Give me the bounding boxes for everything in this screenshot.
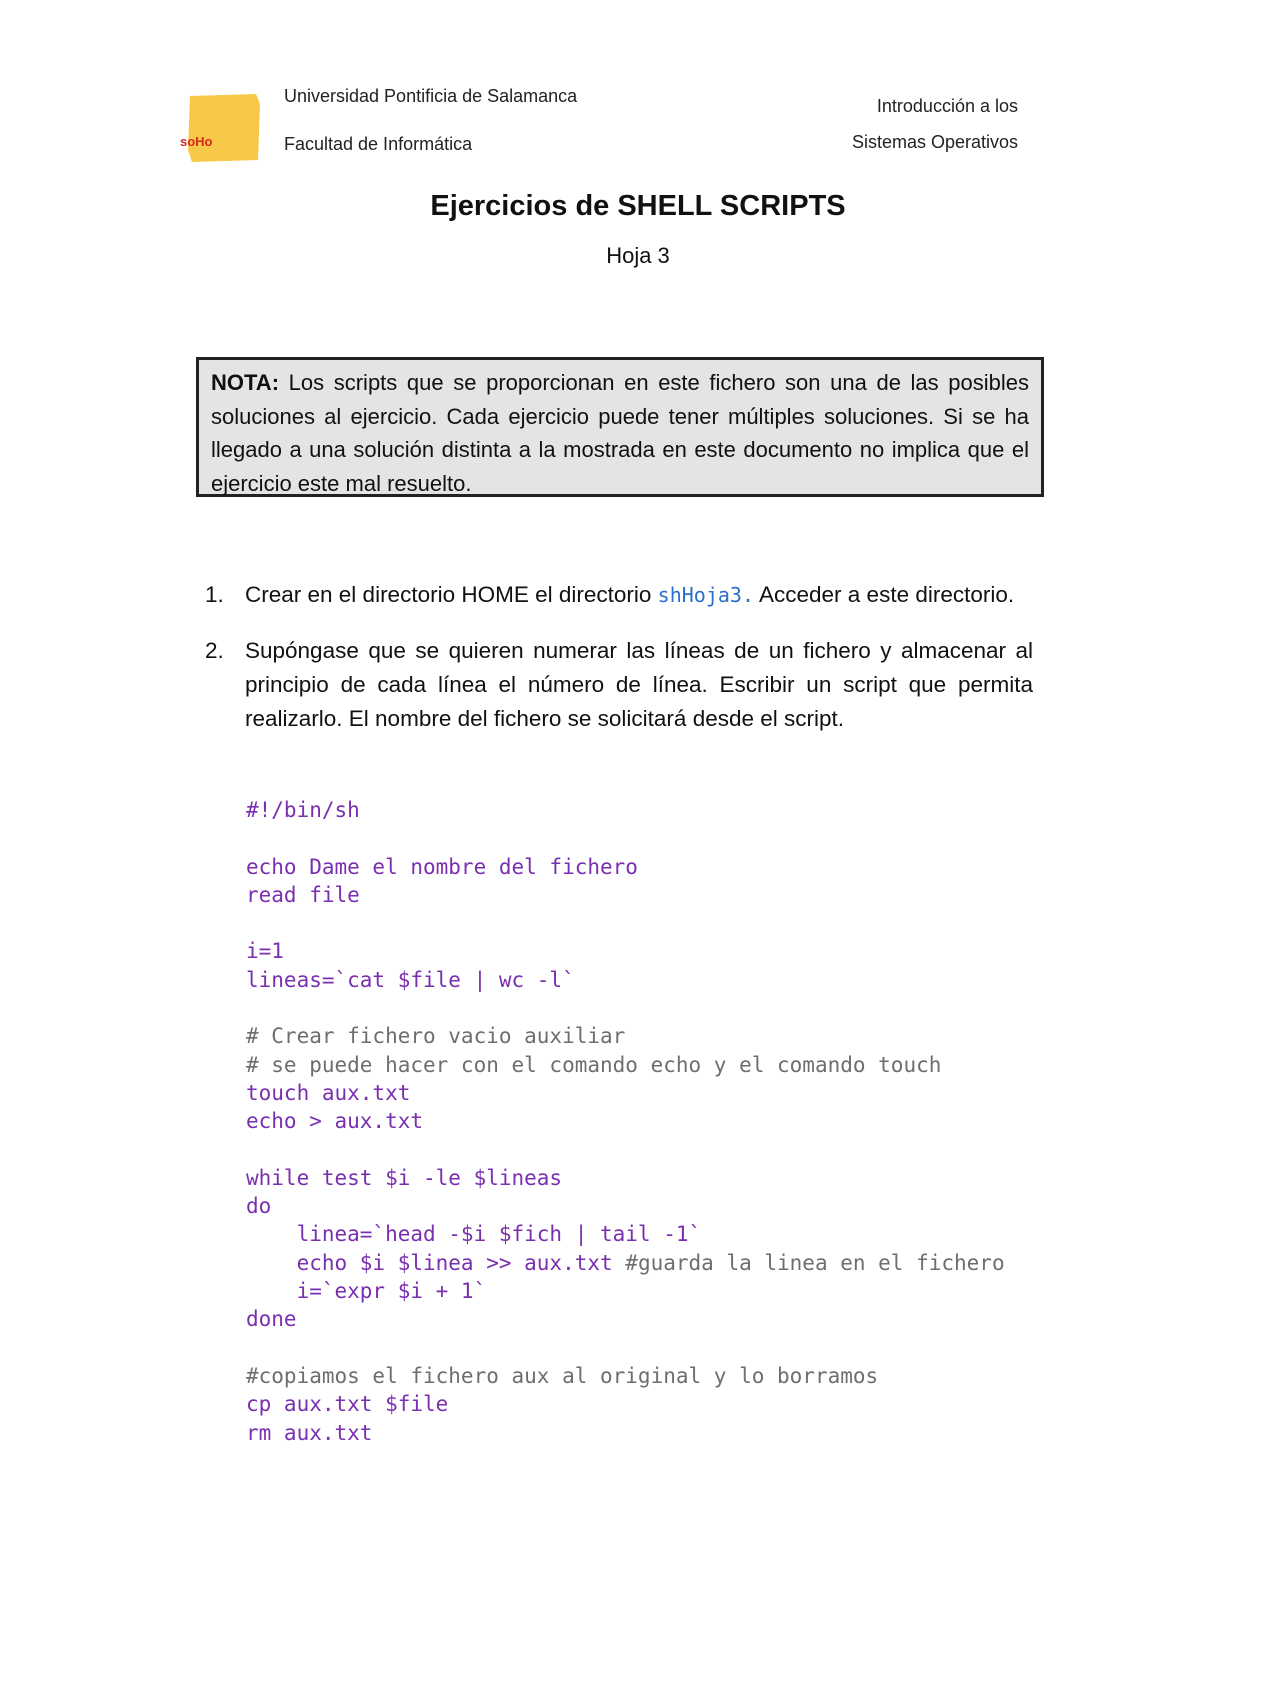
code-line: # se puede hacer con el comando echo y el comando touch <box>246 1052 942 1077</box>
course-line-1: Introducción a los <box>876 96 1018 116</box>
code-line: i=1 <box>246 939 284 964</box>
code-line: done <box>246 1307 297 1332</box>
code-line: read file <box>246 882 360 907</box>
page-title: Ejercicios de SHELL SCRIPTS <box>430 190 846 222</box>
exercise-item <box>205 634 1033 736</box>
university-logo <box>180 94 262 162</box>
code-line: lineas=`cat $file | wc -l` <box>246 967 575 992</box>
university-name: Universidad Pontificia de Salamanca <box>284 86 578 106</box>
code-block <box>246 796 1005 1447</box>
code-line <box>246 909 1005 937</box>
inline-code: shHoja3. <box>657 583 754 607</box>
code-line <box>246 1136 1005 1164</box>
faculty-name: Facultad de Informática <box>284 134 473 154</box>
code-line: i=`expr $i + 1` <box>246 1279 487 1304</box>
code-inline-comment: #guarda la linea en el fichero <box>625 1250 1005 1275</box>
code-line: # Crear fichero vacio auxiliar <box>246 1024 626 1049</box>
exercise-list <box>205 578 1033 758</box>
code-line: do <box>246 1194 272 1219</box>
exercise-text: Supóngase que se quieren numerar las líneas de un fichero y almacenar al principio de cada línea el número de línea. Escribir un script que permita realizarlo. El nombre del fichero se solicitará desde el script. <box>245 638 1033 731</box>
exercise-number: 1. <box>205 582 224 607</box>
header-left <box>284 86 577 182</box>
logo-text: soHo <box>180 134 213 149</box>
code-line: while test $i -le $lineas <box>246 1165 563 1190</box>
note-text: Los scripts que se proporcionan en este fichero son una de las posibles soluciones al ejercicio. Cada ejercicio puede tener múltiples soluciones. Si se ha llegado a una solución distinta a la mostrada en este documento no implica que el ejercicio este mal resuelto. <box>211 370 1029 496</box>
exercise-text-after: Acceder a este directorio. <box>753 582 1015 607</box>
code-line: linea=`head -$i $fich | tail -1` <box>246 1222 702 1247</box>
header-right <box>852 96 1018 168</box>
exercise-number: 2. <box>205 638 224 663</box>
code-line: rm aux.txt <box>246 1420 373 1445</box>
note-box <box>196 357 1044 497</box>
code-line <box>246 1334 1005 1362</box>
code-line: #copiamos el fichero aux al original y lo borramos <box>246 1363 879 1388</box>
note-label: NOTA: <box>211 370 280 395</box>
exercise-text <box>245 578 1033 612</box>
code-line: cp aux.txt $file <box>246 1392 449 1417</box>
code-line: touch aux.txt <box>246 1080 411 1105</box>
exercise-text-before: Crear en el directorio HOME el directorio <box>245 582 658 607</box>
code-line: echo > aux.txt <box>246 1109 424 1134</box>
code-line <box>246 994 1005 1022</box>
code-line: echo $i $linea >> aux.txt #guarda la linea en el fichero <box>246 1250 1005 1275</box>
course-line-2: Sistemas Operativos <box>851 132 1018 152</box>
exercise-item <box>205 578 1033 612</box>
page-subtitle: Hoja 3 <box>606 243 670 268</box>
code-line: #!/bin/sh <box>246 798 360 822</box>
code-line <box>246 824 1005 852</box>
code-line: echo Dame el nombre del fichero <box>246 854 638 879</box>
